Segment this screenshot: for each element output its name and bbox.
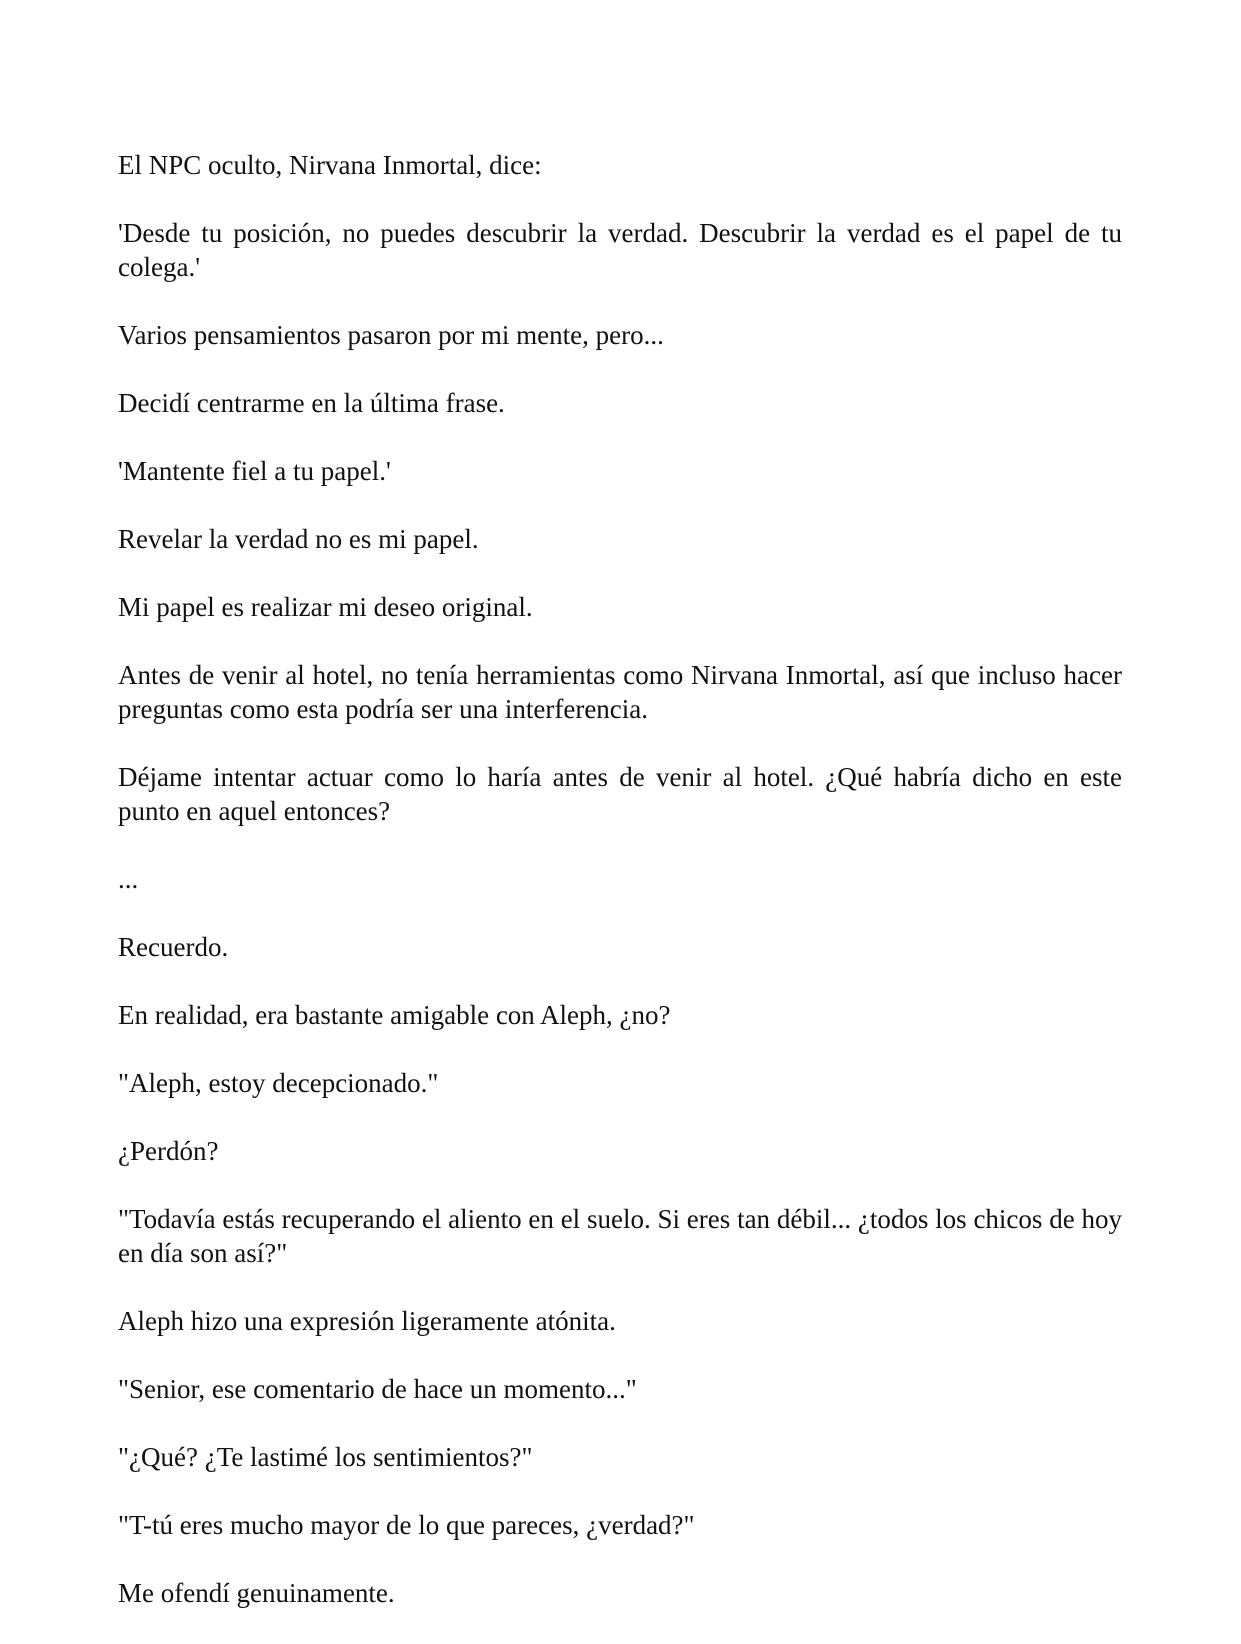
paragraph: Mi papel es realizar mi deseo original. xyxy=(118,592,533,622)
paragraph: "Todavía estás recuperando el aliento en el suelo. Si eres tan débil... ¿todos los chicos de hoy en día son así?" xyxy=(118,1204,1122,1268)
paragraph: Antes de venir al hotel, no tenía herramientas como Nirvana Inmortal, así que incluso hacer preguntas como esta podría ser una interferencia. xyxy=(118,660,1122,724)
paragraph: Me ofendí genuinamente. xyxy=(118,1578,395,1608)
paragraph: Revelar la verdad no es mi papel. xyxy=(118,524,479,554)
paragraph: Decidí centrarme en la última frase. xyxy=(118,388,505,418)
paragraph: Déjame intentar actuar como lo haría antes de venir al hotel. ¿Qué habría dicho en este punto en aquel entonces? xyxy=(118,762,1122,826)
paragraph: Recuerdo. xyxy=(118,932,229,962)
paragraph: Varios pensamientos pasaron por mi mente, pero... xyxy=(118,320,664,350)
paragraph: "Aleph, estoy decepcionado." xyxy=(118,1068,439,1098)
paragraph: ... xyxy=(118,864,139,894)
paragraph: "T-tú eres mucho mayor de lo que pareces, ¿verdad?" xyxy=(118,1510,695,1540)
document-body xyxy=(118,148,1122,1644)
paragraph: En realidad, era bastante amigable con Aleph, ¿no? xyxy=(118,1000,671,1030)
paragraph: 'Desde tu posición, no puedes descubrir la verdad. Descubrir la verdad es el papel de tu colega.' xyxy=(118,218,1122,282)
paragraph: ¿Perdón? xyxy=(118,1136,219,1166)
paragraph: Aleph hizo una expresión ligeramente atónita. xyxy=(118,1306,616,1336)
paragraph: El NPC oculto, Nirvana Inmortal, dice: xyxy=(118,150,542,180)
paragraph: 'Mantente fiel a tu papel.' xyxy=(118,456,391,486)
paragraph: "¿Qué? ¿Te lastimé los sentimientos?" xyxy=(118,1442,533,1472)
paragraph: "Senior, ese comentario de hace un momento..." xyxy=(118,1374,637,1404)
